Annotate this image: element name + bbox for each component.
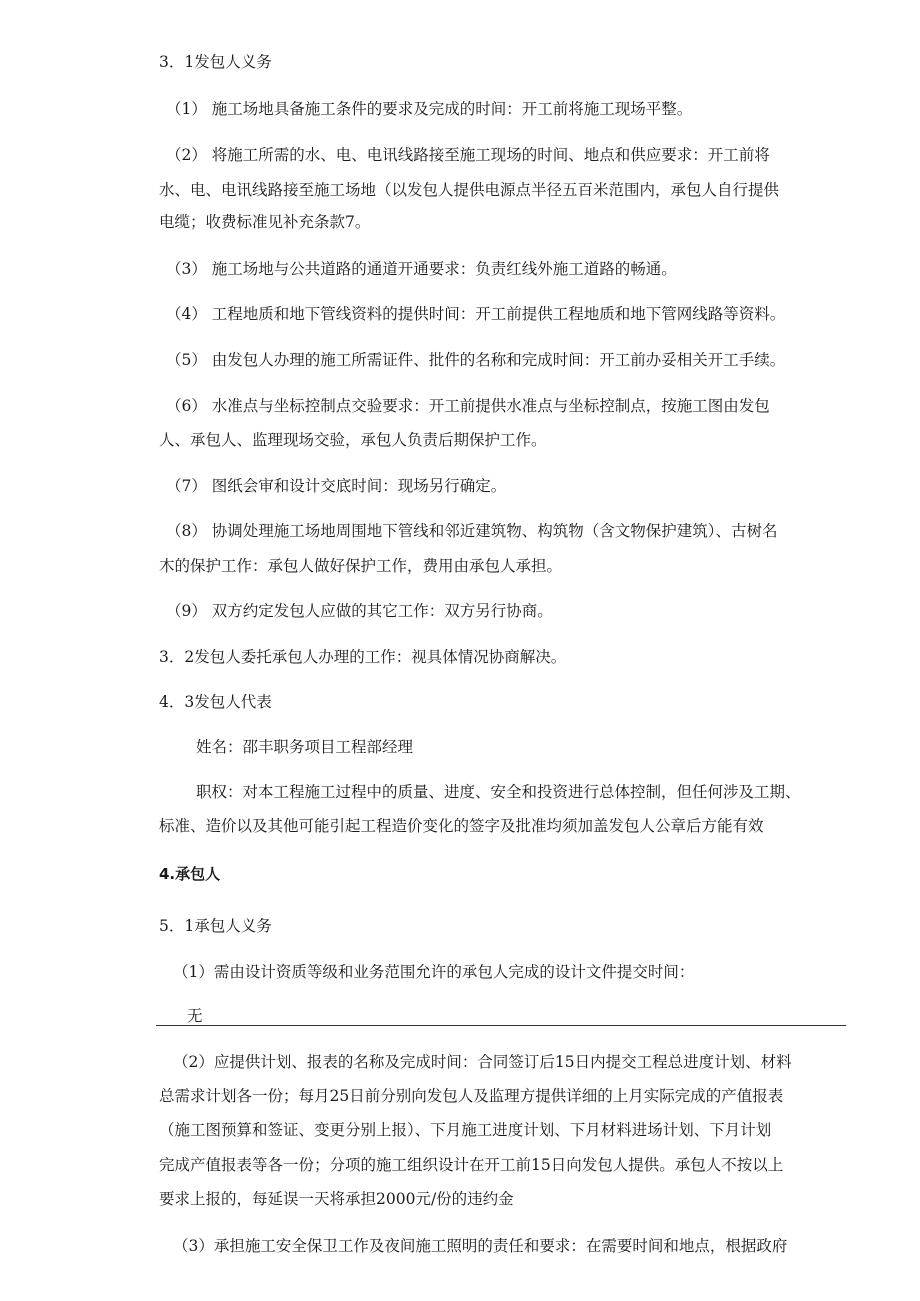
duty-item-2-cont4: 要求上报的，每延误一天将承担2000元/份的违约金 — [159, 1190, 514, 1208]
section-heading-3-1: 3．1发包人义务 — [159, 53, 272, 71]
section-heading-5-1: 5．1承包人义务 — [159, 917, 272, 935]
clause-item-7: （7） 图纸会审和设计交底时间：现场另行确定。 — [166, 477, 507, 495]
section-heading-4-3: 4．3发包人代表 — [159, 693, 272, 711]
clause-item-6-cont: 人、承包人、监理现场交验，承包人负责后期保护工作。 — [159, 431, 547, 449]
clause-item-4: （4） 工程地质和地下管线资料的提供时间：开工前提供工程地质和地下管网线路等资料。 — [166, 305, 786, 323]
duty-item-2-cont3: 完成产值报表等各一份；分项的施工组织设计在开工前15日向发包人提供。承包人不按以上 — [159, 1156, 784, 1174]
duty-item-2-cont1: 总需求计划各一份；每月25日前分别向发包人及监理方提供详细的上月实际完成的产值报表 — [159, 1087, 784, 1105]
representative-authority-cont: 标准、造价以及其他可能引起工程造价变化的签字及批准均须加盖发包人公章后方能有效 — [159, 817, 764, 835]
duty-item-1: （1）需由设计资质等级和业务范围允许的承包人完成的设计文件提交时间： — [173, 963, 695, 981]
clause-item-6: （6） 水准点与坐标控制点交验要求：开工前提供水准点与坐标控制点，按施工图由发包 — [166, 397, 770, 415]
clause-item-3: （3） 施工场地与公共道路的通道开通要求：负责红线外施工道路的畅通。 — [166, 260, 677, 278]
duty-item-2-cont2: （施工图预算和签证、变更分别上报）、下月施工进度计划、下月材料进场计划、下月计划 — [159, 1121, 772, 1139]
clause-item-8: （8） 协调处理施工场地周围地下管线和邻近建筑物、构筑物（含文物保护建筑）、古树名 — [166, 522, 778, 540]
answer-underline — [156, 1025, 846, 1026]
clause-item-2: （2） 将施工所需的水、电、电讯线路接至施工现场的时间、地点和供应要求：开工前将 — [166, 146, 770, 164]
duty-item-1-answer: 无 — [187, 1007, 203, 1025]
section-heading-3-2: 3．2发包人委托承包人办理的工作：视具体情况协商解决。 — [159, 648, 567, 666]
duty-item-2: （2）应提供计划、报表的名称及完成时间：合同签订后15日内提交工程总进度计划、材料 — [173, 1053, 792, 1071]
clause-item-5: （5） 由发包人办理的施工所需证件、批件的名称和完成时间：开工前办妥相关开工手续。 — [166, 351, 786, 369]
representative-authority: 职权：对本工程施工过程中的质量、进度、安全和投资进行总体控制，但任何涉及工期、 — [196, 783, 801, 801]
chapter-heading-contractor: 4.承包人 — [159, 865, 221, 883]
clause-item-9: （9） 双方约定发包人应做的其它工作：双方另行协商。 — [166, 602, 553, 620]
clause-item-2-cont2: 电缆；收费标准见补充条款7。 — [159, 213, 371, 231]
clause-item-2-cont1: 水、电、电讯线路接至施工场地（以发包人提供电源点半径五百米范围内，承包人自行提供 — [159, 181, 780, 199]
representative-name: 姓名：邵丰职务项目工程部经理 — [196, 738, 414, 756]
clause-item-1: （1） 施工场地具备施工条件的要求及完成的时间：开工前将施工现场平整。 — [166, 100, 693, 118]
duty-item-3: （3）承担施工安全保卫工作及夜间施工照明的责任和要求：在需要时间和地点，根据政府 — [173, 1237, 788, 1255]
clause-item-8-cont: 木的保护工作：承包人做好保护工作，费用由承包人承担。 — [159, 557, 563, 575]
